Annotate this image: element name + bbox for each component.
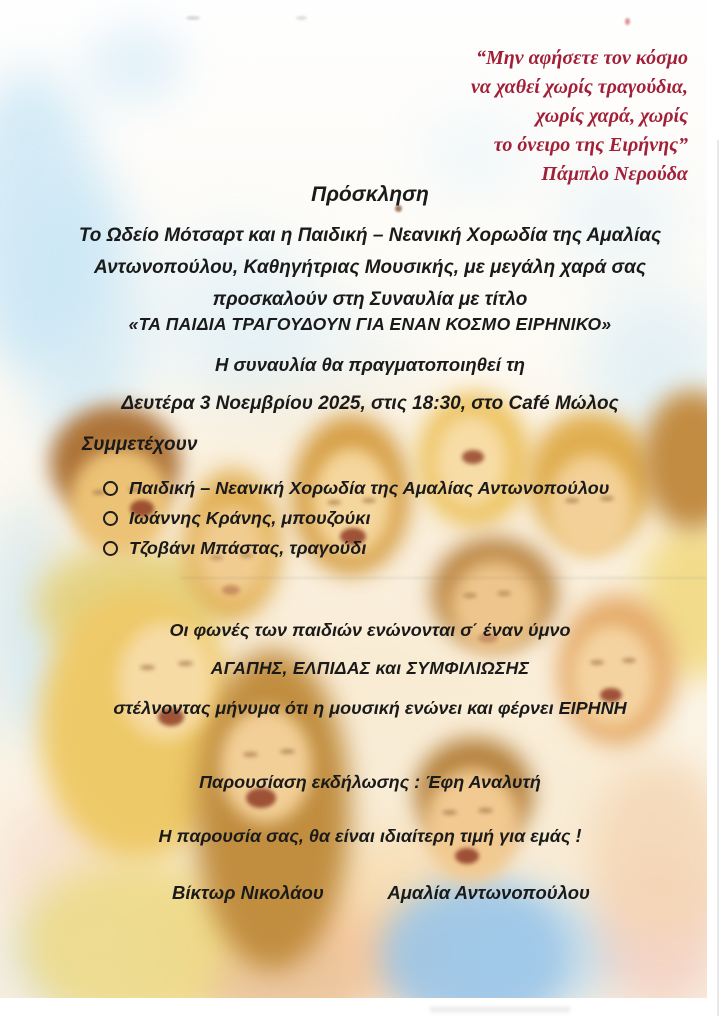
quote-line: να χαθεί χωρίς τραγούδια,	[471, 76, 688, 98]
message-line: Οι φωνές των παιδιών ενώνονται σ΄ έναν ύμνο	[169, 620, 571, 640]
intro-line: προσκαλούν στη Συναυλία με τίτλο	[212, 289, 528, 310]
intro-paragraph	[20, 220, 720, 316]
quote-line: “Μην αφήσετε τον κόσμο	[475, 47, 688, 69]
invitation-heading: Πρόσκληση	[311, 183, 429, 206]
quote-line: χωρίς χαρά, χωρίς	[536, 105, 688, 127]
participant-item	[103, 478, 609, 499]
intro-line: Αντωνοπούλου, Καθηγήτριας Μουσικής, με μεγάλη χαρά σας	[93, 257, 647, 278]
bullet-circle-icon	[103, 481, 118, 496]
signature-right: Αμαλία Αντωνοπούλου	[387, 882, 590, 903]
participant-text: Τζοβάνι Μπάστας, τραγούδι	[129, 538, 367, 558]
concert-title: «ΤΑ ΠΑΙΔΙΑ ΤΡΑΓΟΥΔΟΥΝ ΓΙΑ ΕΝΑΝ ΚΟΣΜΟ ΕΙΡΗΝΙΚΟ»	[128, 314, 612, 334]
schedule-intro: Η συναυλία θα πραγματοποιηθεί τη	[215, 354, 525, 375]
closing-line: Η παρουσία σας, θα είναι ιδιαίτερη τιμή για εμάς !	[158, 826, 582, 846]
participant-text: Ιωάννης Κράνης, μπουζούκι	[129, 508, 371, 528]
intro-line: Το Ωδείο Μότσαρτ και η Παιδική – Νεανική Χορωδία της Αμαλίας	[78, 225, 662, 246]
schedule-detail: Δευτέρα 3 Νοεμβρίου 2025, στις 18:30, στο Café Μώλος	[121, 393, 619, 414]
message-line: στέλνοντας μήνυμα ότι η μουσική ενώνει και φέρνει ΕΙΡΗΝΗ	[113, 698, 627, 718]
neruda-quote-block	[471, 44, 688, 189]
quote-line: το όνειρο της Ειρήνης”	[493, 134, 688, 156]
presenter-line: Παρουσίαση εκδήλωσης : Έφη Αναλυτή	[199, 772, 541, 792]
bullet-circle-icon	[103, 511, 118, 526]
participant-item	[103, 508, 370, 529]
participants-label: Συμμετέχουν	[82, 434, 198, 455]
signatures	[172, 882, 590, 904]
signature-left: Βίκτωρ Νικολάου	[172, 882, 324, 903]
bullet-circle-icon	[103, 541, 118, 556]
participant-text: Παιδική – Νεανική Χορωδία της Αμαλίας Αντωνοπούλου	[129, 478, 610, 498]
message-line: ΑΓΑΠΗΣ, ΕΛΠΙΔΑΣ και ΣΥΜΦΙΛΙΩΣΗΣ	[210, 658, 530, 678]
invitation-content	[20, 0, 720, 1024]
participant-item	[103, 538, 366, 559]
quote-author: Πάμπλο Νερούδα	[541, 163, 688, 185]
